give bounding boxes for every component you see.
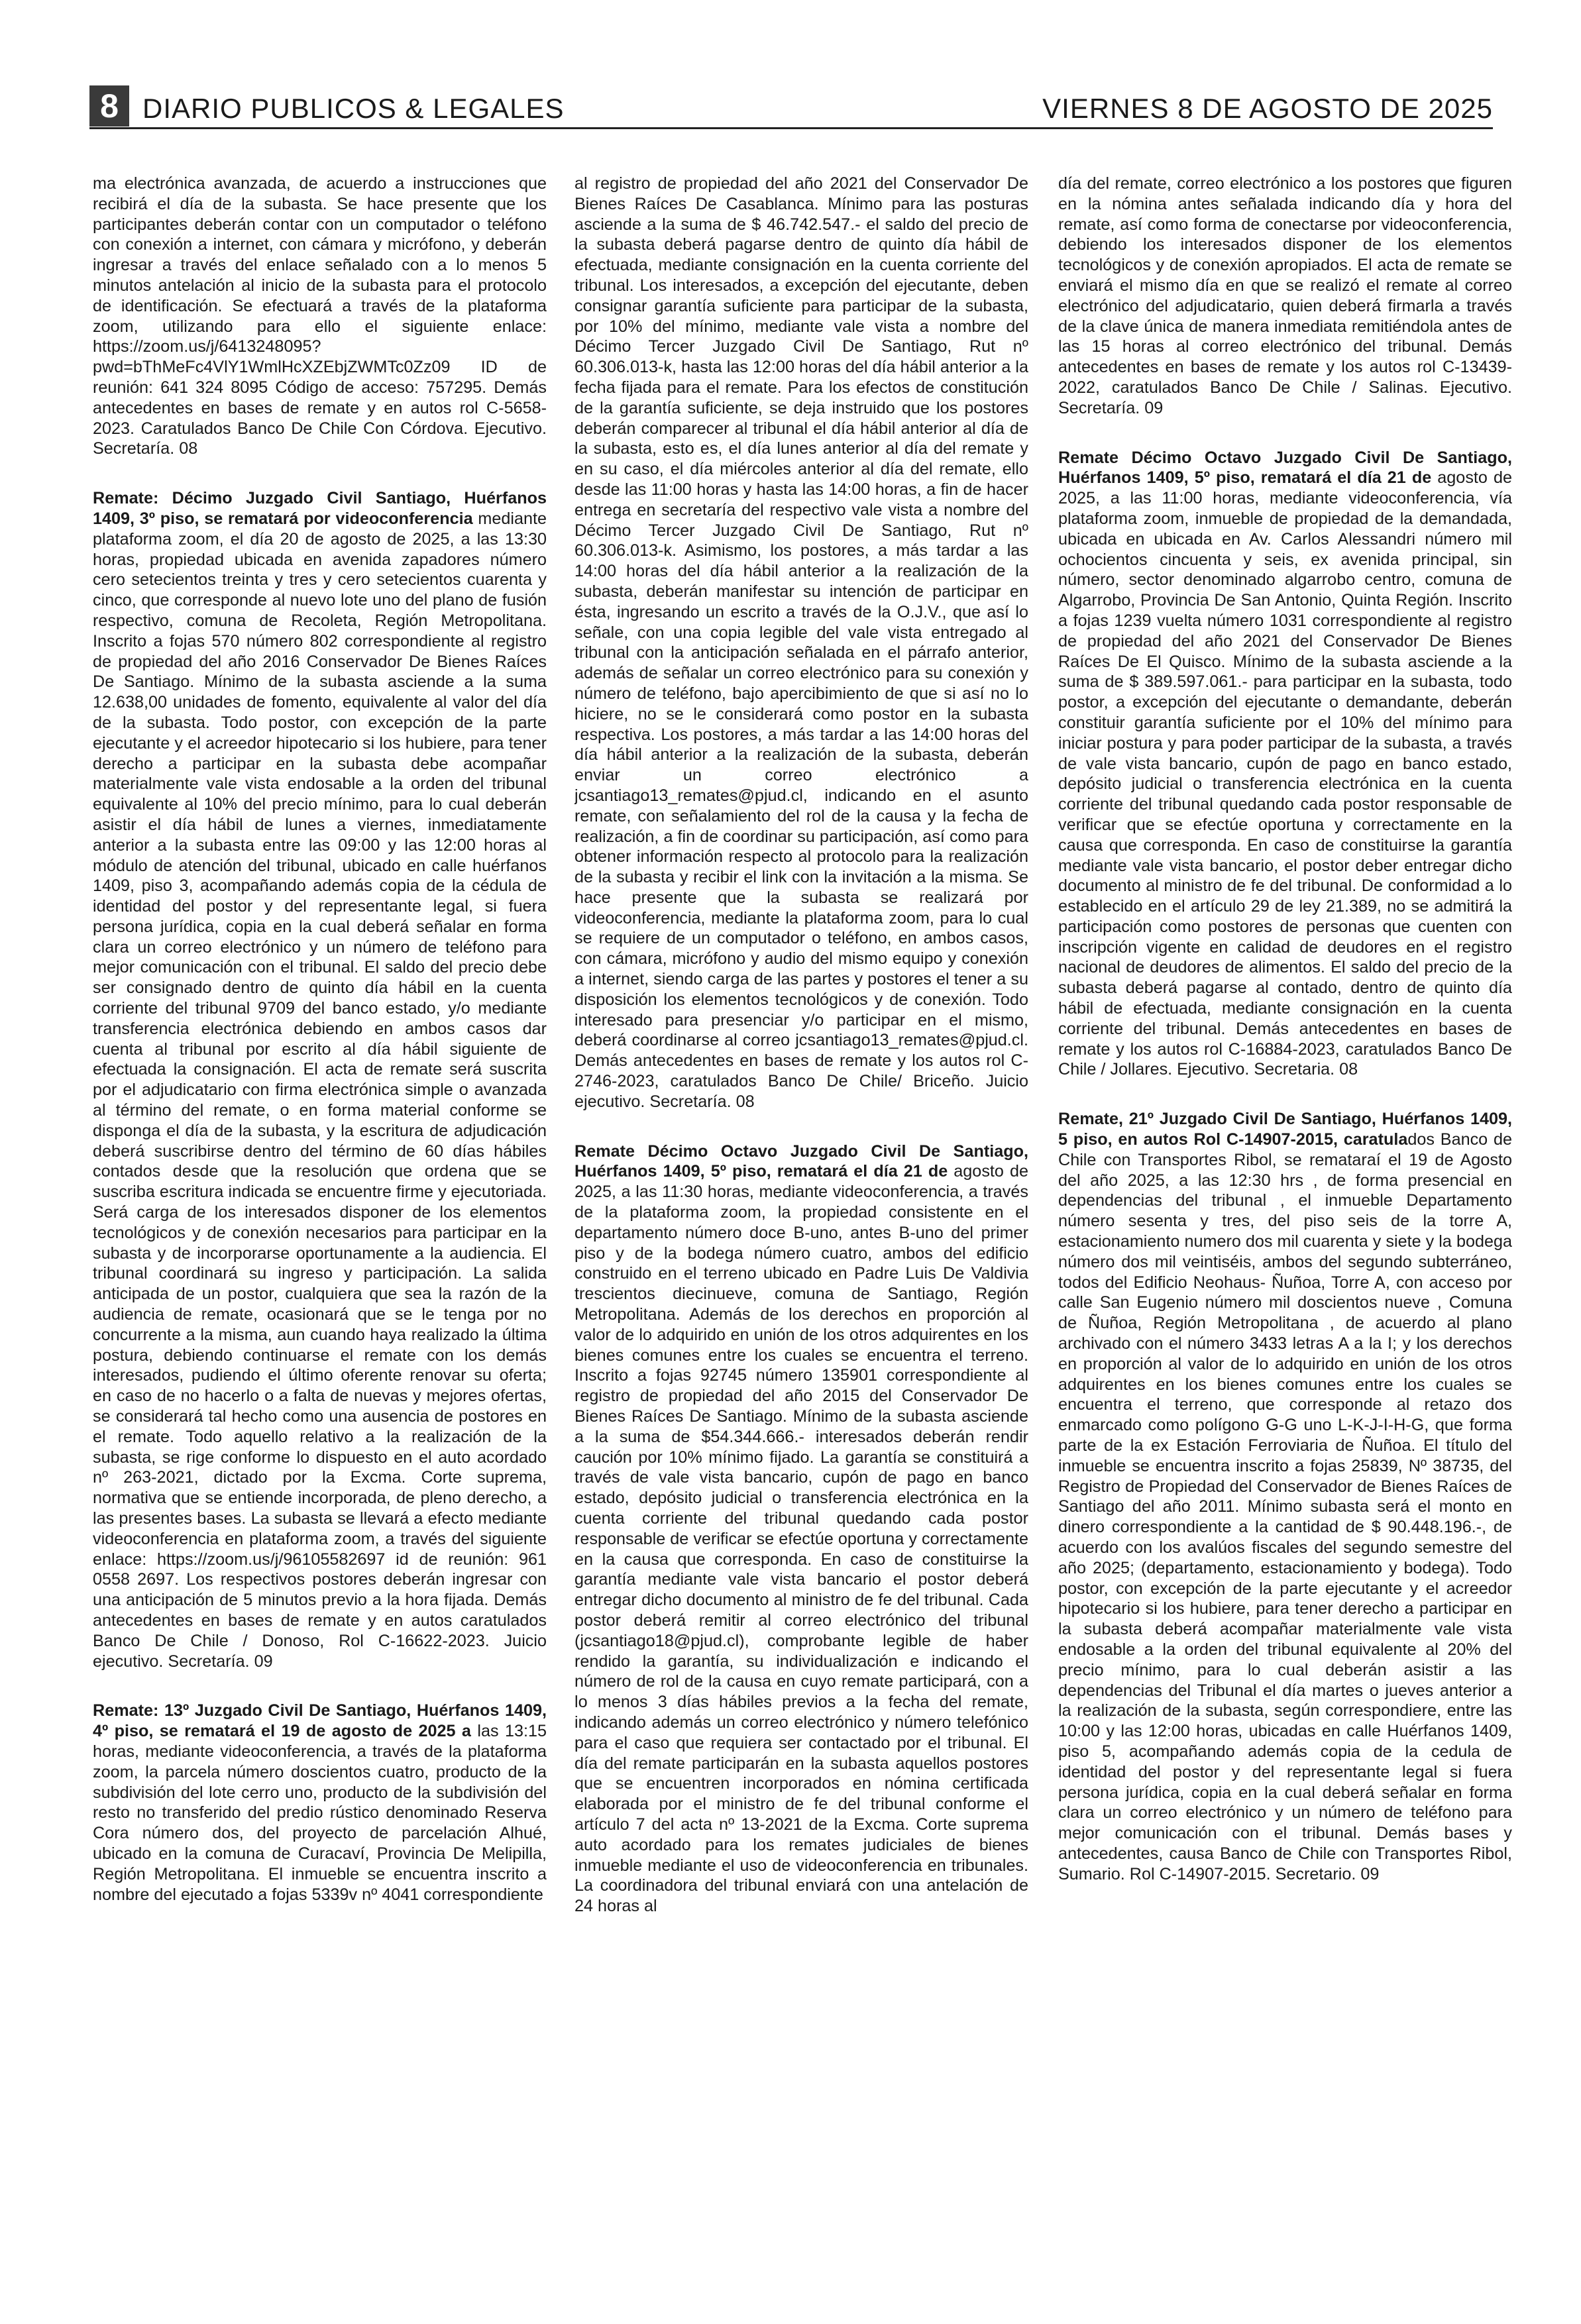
notice-body: agosto de 2025, a las 11:30 horas, mediante videoconferencia, a través de la plataforma zoom, la propiedad consistente en el departamento número doce B-uno, antes B-uno del primer piso y de la bodega número cuatro, ambos del edificio construido en el terreno ubicado en Padre Luis De Valdivia trescientos diecinueve, comuna de Santiago, Región Metropolitana. Además de los derechos en proporción al valor de lo adquirido en unión de los otros adquirentes en los bienes comunes entre los cuales se encuentra el terreno. Inscrito a fojas 92745 número 135901 correspondiente al registro de propiedad del año 2015 del Conservador De Bienes Raíces De Santiago. Mínimo de la subasta asciende a la suma de $54.344.666.- interesados deberán rendir caución por 10% mínimo fijado. La garantía se constituirá a través de vale vista bancario, cupón de pago en banco estado, depósito judicial o transferencia electrónica en la cuenta corriente del tribunal quedando cada postor responsable de verificar se efectúe oportuna y correctamente en la causa que corresponda. En caso de constituirse la garantía mediante vale vista bancario el postor deberá entregar dicho documento al ministro de fe del tribunal. Cada postor deberá remitir al correo electrónico del tribunal (jcsantiago18@pjud.cl), comprobante legible de haber rendido la garantía, su individualización e indicando el número de rol de la causa en cuyo remate participará, con a lo menos 3 días hábiles previos a la fecha del remate, indicando además un correo electrónico y número telefónico para el caso que requiera ser contactado por el tribunal. El día del remate participarán en la subasta aquellos postores que se encuentren incorporados en nómina certificada elaborada por el ministro de fe del tribunal conforme el artículo 7 del acta nº 13-2021 de la Excma. Corte suprema auto acordado para los remates judiciales de bienes inmueble mediante el uso de videoconferencia en tribunales. La coordinadora del tribunal enviará con una antelación de 24 horas al	[574, 1162, 1028, 1916]
notice-continued	[574, 174, 1028, 1112]
page-number: 8	[89, 85, 129, 127]
notice-remate	[93, 1701, 547, 1905]
notice-body: mediante plataforma zoom, el día 20 de agosto de 2025, a las 13:30 horas, propiedad ubicada en avenida zapadores número cero setecientos treinta y tres y cero setecientos cuarenta y cinco, que corresponde al nuevo lote uno del plano de fusión respectivo, comuna de Recoleta, Región Metropolitana. Inscrito a fojas 570 número 802 correspondiente al registro de propiedad del año 2016 Conservador De Bienes Raíces De Santiago. Mínimo de la subasta asciende a la suma 12.638,00 unidades de fomento, equivalente al valor del día de la subasta. Todo postor, con excepción de la parte ejecutante y el acreedor hipotecario si los hubiere, para tener derecho a participar en la subasta debe acompañar materialmente vale vista endosable a la orden del tribunal equivalente al 10% del precio mínimo, para lo cual deberán asistir el día hábil de lunes a viernes, inmediatamente anterior a la subasta entre las 09:00 y las 12:00 horas al módulo de atención del tribunal, ubicado en calle huérfanos 1409, piso 3, acompañando además copia de la cédula de identidad del postor y del representante legal, si fuera persona jurídica, copia en la cual deberá señalar en forma clara un correo electrónico y un número de teléfono para mejor comunicación con el tribunal. El saldo del precio debe ser consignado dentro de quinto día hábil en la cuenta corriente del tribunal 9709 del banco estado, y/o mediante transferencia electrónica debiendo en ambos casos dar cuenta al tribunal por escrito al día hábil siguiente de efectuada la consignación. El acta de remate será suscrita por el adjudicatario con firma electrónica simple o avanzada al término del remate, o en forma material conforme se disponga el día de la subasta, y la escritura de adjudicación deberá suscribirse dentro del término de 60 días hábiles contados desde que la resolución que ordena que se suscriba escritura indicada se encuentre firme y ejecutoriada. Será carga de los interesados disponer de los elementos tecnológicos y de conexión necesarios para participar en la subasta y de incorporarse oportunamente a la audiencia. El tribunal coordinará su ingreso y participación. La salida anticipada de un postor, cualquiera que sea la razón de la audiencia de remate, ocasionará que se le tenga por no concurrente a la misma, aun cuando haya realizado la última postura, debiendo continuarse el remate con los demás interesados, pudiendo el último oferente renovar su oferta; en caso de no hacerlo o a falta de nuevas y mejores ofertas, se considerará tal hecho como una ausencia de postores en el remate. Todo aquello relativo a la realización de la subasta, se rige conforme lo dispuesto en el auto acordado nº 263-2021, dictado por la Excma. Corte suprema, normativa que se entiende incorporada, de pleno derecho, a las presentes bases. La subasta se llevará a efecto mediante videoconferencia en plataforma zoom, a través del siguiente enlace: https://zoom.us/j/96105582697 id de reunión: 961 0558 2697. Los respectivos postores deberán ingresar con una anticipación de 5 minutos previo a la hora fijada. Demás antecedentes en bases de remate y en autos caratulados Banco De Chile / Donoso, Rol C-16622-2023. Juicio ejecutivo. Secretaría. 09	[93, 509, 547, 1671]
notice-remate	[574, 1141, 1028, 1917]
issue-date: VIERNES 8 DE AGOSTO DE 2025	[1042, 93, 1493, 124]
notice-remate	[1058, 1109, 1512, 1884]
notice-remate	[1058, 448, 1512, 1081]
column-2	[574, 174, 1028, 2247]
column-3	[1058, 174, 1512, 2247]
notice-remate	[93, 488, 547, 1671]
notice-lead: Remate Décimo Octavo Juzgado Civil De Santiago, Huérfanos 1409, 5º piso, rematará el día 21 de	[574, 1141, 1028, 1181]
page-header	[89, 84, 1493, 129]
notice-lead: Remate Décimo Octavo Juzgado Civil De Santiago, Huérfanos 1409, 5º piso, rematará el día 21 de	[1058, 448, 1512, 488]
notice-body: ma electrónica avanzada, de acuerdo a instrucciones que recibirá el día de la subasta. Se hace presente que los participantes deberán contar con un computador o teléfono con conexión a internet, con cámara y micrófono, y deberán ingresar a través del enlace señalado con a lo menos 5 minutos antelación al inicio de la subasta para el protocolo de identificación. Se efectuará a través de la plataforma zoom, utilizando para ello el siguiente enlace: https://zoom.us/j/6413248095?pwd=bThMeFc4VlY1WmlHcXZEbjZWMTc0Zz09 ID de reunión: 641 324 8095 Código de acceso: 757295. Demás antecedentes en bases de remate y en autos rol C-5658-2023. Caratulados Banco De Chile Con Córdova. Ejecutivo. Secretaría. 08	[93, 174, 547, 458]
notice-lead: Remate, 21º Juzgado Civil De Santiago, Huérfanos 1409, 5 piso, en autos Rol C-14907-2015, caratula	[1058, 1110, 1512, 1149]
notice-body: las 13:15 horas, mediante videoconferencia, a través de la plataforma zoom, la parcela número doscientos cuatro, producto de la subdivisión del lote cerro uno, producto de la subdivisión del resto no transferido del predio rústico denominado Reserva Cora número dos, del proyecto de parcelación Alhué, ubicado en la comuna de Curacaví, Provincia De Melipilla, Región Metropolitana. El inmueble se encuentra inscrito a nombre del ejecutado a fojas 5339v nº 4041 correspondiente	[93, 1722, 547, 1904]
notice-body: al registro de propiedad del año 2021 del Conservador De Bienes Raíces De Casablanca. Mínimo para las posturas asciende a la suma de $ 46.742.547.- el saldo del precio de la subasta deberá pagarse dentro de quinto día hábil de efectuada, mediante consignación en la cuenta corriente del tribunal. Los interesados, a excepción del ejecutante, deben consignar garantía suficiente para participar de la subasta, por 10% del mínimo, mediante vale vista a nombre del Décimo Tercer Juzgado Civil De Santiago, Rut nº 60.306.013-k, hasta las 12:00 horas del día hábil anterior a la fecha fijada para el remate. Para los efectos de constitución de la garantía suficiente, se deja instruido que los postores deberán comparecer al tribunal el día hábil anterior al día de la subasta, esto es, el día lunes anterior al día del remate y en su caso, el día miércoles anterior al día del remate, ello desde las 11:00 horas y hasta las 14:00 horas, a fin de hacer entrega en secretaría del respectivo vale vista a nombre del Décimo Tercer Juzgado Civil De Santiago, Rut nº 60.306.013-k. Asimismo, los postores, a más tardar a las 14:00 horas del día hábil anterior a la realización de la subasta, deberán manifestar su intención de participar en ésta, ingresando un escrito a través de la O.J.V., que así lo señale, con una copia legible del vale vista entregado al tribunal con la anticipación señalada en el párrafo anterior, además de señalar un correo electrónico para su conexión y número de teléfono, bajo apercibimiento de que si así no lo hiciere, no se le considerará como postor en la subasta respectiva. Los postores, a más tardar a las 14:00 horas del día hábil anterior a la realización de la subasta, deberán enviar un correo electrónico a jcsantiago13_remates@pjud.cl, indicando en el asunto remate, con señalamiento del rol de la causa y la fecha de realización, a fin de coordinar su participación, así como para obtener información respecto al protocolo para la realización de la subasta y recibir el link con la invitación a la misma. Se hace presente que la subasta se realizará por videoconferencia, mediante la plataforma zoom, para lo cual se requiere de un computador o teléfono, en ambos casos, con cámara, micrófono y audio del mismo equipo y conexión a internet, siendo carga de las partes y postores el tener a su disposición los elementos tecnológicos y de conexión. Todo interesado para presenciar y/o participar en el mismo, deberá coordinarse al correo jcsantiago13_remates@pjud.cl. Demás antecedentes en bases de remate y los autos rol C-2746-2023, caratulados Banco De Chile/ Briceño. Juicio ejecutivo. Secretaría. 08	[574, 174, 1028, 1111]
notice-body: dos Banco de Chile con Transportes Ribol, se remataraí el 19 de Agosto del año 2025, a las 12:30 hrs , de forma presencial en dependencias del tribunal , el inmueble Departamento número sesenta y tres, del piso seis de la torre A, estacionamiento numero dos mil cuarenta y siete y la bodega número dos mil veintiséis, ambos del segundo subterráneo, todos del Edificio Neohaus- Ñuñoa, Torre A, con acceso por calle San Eugenio número mil doscientos nueve , Comuna de Ñuñoa, Región Metropolitana , de acuerdo al plano archivado con el número 3433 letras A a la I; y los derechos en proporción al valor de lo adquirido en unión de los otros adquirentes en los bienes comunes entre los cuales se encuentra el terreno, que corresponde al retazo dos enmarcado como polígono G-G uno L-K-J-I-H-G, que forma parte de la ex Estación Ferroviaria de Ñuñoa. El título del inmueble se encuentra inscrito a fojas 25839, Nº 38735, del Registro de Propiedad del Conservador de Bienes Raíces de Santiago del año 2011. Mínimo subasta será el monto en dinero correspondiente a la cantidad de $ 90.448.196.-, de acuerdo con los avalúos fiscales del segundo semestre del año 2025; (departamento, estacionamiento y bodega). Todo postor, con excepción de la parte ejecutante y el acreedor hipotecario si los hubiere, para tener derecho a participar en la subasta deberá acompañar materialmente vale vista endosable a la orden del tribunal equivalente al 20% del precio mínimo, para lo cual deberán asistir a las dependencias del Tribunal el día martes o jueves anterior a la realización de la subasta, según correspondiere, entre las 10:00 y las 12:00 horas, ubicadas en calle Huérfanos 1409, piso 5, acompañando además copia de la cedula de identidad del postor y del representante legal si fuera persona jurídica, copia en la cual deberá señalar en forma clara un correo electrónico y un número de teléfono para mejor comunicación con el tribunal. Demás bases y antecedentes, causa Banco de Chile con Transportes Ribol, Sumario. Rol C-14907-2015. Secretario. 09	[1058, 1130, 1512, 1883]
notice-continued	[93, 174, 547, 459]
notice-lead: Remate: Décimo Juzgado Civil Santiago, Huérfanos 1409, 3º piso, se rematará por videoconferencia	[93, 489, 547, 528]
notice-continued	[1058, 174, 1512, 419]
notice-body: agosto de 2025, a las 11:00 horas, mediante videoconferencia, vía plataforma zoom, inmueble de propiedad de la demandada, ubicada en ubicada en Av. Carlos Alessandri número mil ochocientos cincuenta y seis, ex avenida principal, sin número, sector denominado algarrobo centro, comuna de Algarrobo, Provincia De San Antonio, Quinta Región. Inscrito a fojas 1239 vuelta número 1031 correspondiente al registro de propiedad del año 2021 del Conservador De Bienes Raíces De El Quisco. Mínimo de la subasta asciende a la suma de $ 389.597.061.- para participar en la subasta, todo postor, a excepción del ejecutante o demandante, deberán constituir garantía suficiente por el 10% del mínimo para iniciar postura y para poder participar de la subasta, a través de vale vista bancario, cupón de pago en banco estado, depósito judicial o transferencia electrónica en la cuenta corriente del tribunal quedando cada postor responsable de verificar que se efectúe oportuna y correctamente en la causa que corresponda. En caso de constituirse la garantía mediante vale vista bancario, el postor deber entregar dicho documento al ministro de fe del tribunal. De conformidad a lo establecido en el artículo 29 de ley 21.389, no se admitirá la participación como postores de personas que cuenten con inscripción vigente en calidad de deudores en el registro nacional de deudores de alimentos. El saldo del precio de la subasta deberá pagarse al contado, dentro de quinto día hábil de efectuada, mediante consignación en la cuenta corriente del tribunal. Demás antecedentes en bases de remate y los autos rol C-16884-2023, caratulados Banco De Chile / Jollares. Ejecutivo. Secretaria. 08	[1058, 468, 1512, 1079]
notice-lead: Remate: 13º Juzgado Civil De Santiago, Huérfanos 1409, 4º piso, se rematará el 19 de agosto de 2025 a	[93, 1701, 547, 1741]
notice-body: día del remate, correo electrónico a los postores que figuren en la nómina antes señalada indicando día y hora del remate, así como forma de conectarse por videoconferencia, debiendo los interesados disponer de los elementos tecnológicos y de conexión apropiados. El acta de remate se enviará el mismo día en que se realizó el remate al correo electrónico del adjudicatario, quien deberá firmarla a través de la clave única de manera inmediata remitiéndola antes de las 15 horas al correo electrónico del tribunal. Demás antecedentes en bases de remate y los autos rol C-13439-2022, caratulados Banco De Chile / Salinas. Ejecutivo. Secretaría. 09	[1058, 174, 1512, 417]
section-title: DIARIO PUBLICOS & LEGALES	[142, 93, 565, 124]
column-1	[93, 174, 547, 2247]
